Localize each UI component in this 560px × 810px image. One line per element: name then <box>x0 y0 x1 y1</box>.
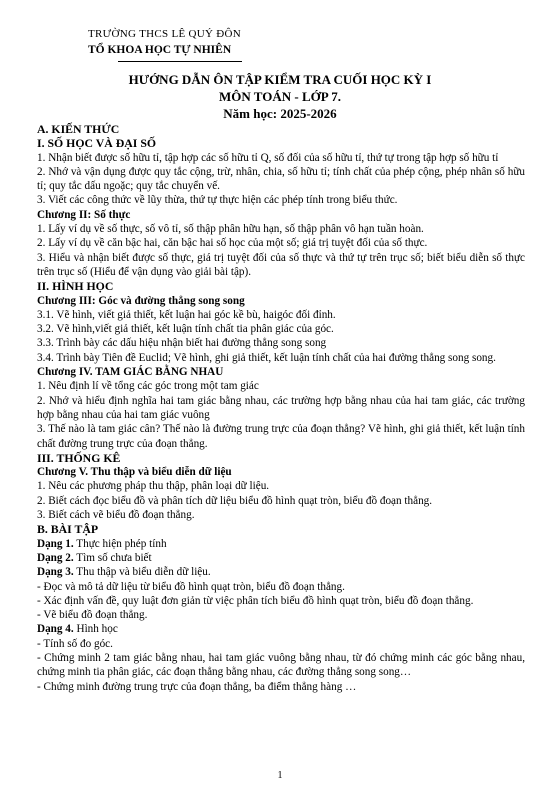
body-paragraph: - Tính số đo góc. <box>37 637 113 650</box>
section-heading: A. KIẾN THỨC <box>37 122 120 136</box>
body-paragraph: 2. Lấy ví dụ về căn bậc hai, căn bậc hai số học của một số; giá trị tuyệt đối của số thực. <box>37 237 428 250</box>
body-paragraph: - Xác định vấn đề, quy luật đơn giản từ việc phân tích biểu đồ hình quạt tròn, biểu đồ đoạn thẳng. <box>37 594 474 607</box>
body-paragraph: 2. Nhớ và hiểu định nghĩa hai tam giác bằng nhau, các trường hợp bằng nhau của hai tam giác, các trường hợp bằng nhau của hai tam giác vuông <box>37 394 525 421</box>
document-body <box>37 122 525 694</box>
body-paragraph: 1. Nêu các phương pháp thu thập, phân loại dữ liệu. <box>37 480 270 493</box>
exercise-type <box>37 565 525 579</box>
chapter-heading: Chương III: Góc và đường thẳng song song <box>37 294 245 307</box>
exercise-type <box>37 537 525 551</box>
body-paragraph: - Chứng minh 2 tam giác bằng nhau, hai tam giác vuông bằng nhau, từ đó chứng minh các góc bằng nhau, chứng minh tia phân giác, các đoạn thẳng bằng nhau, các đường thẳng song song… <box>37 651 525 679</box>
subject-title: MÔN TOÁN - LỚP 7. <box>219 89 341 104</box>
school-name: TRƯỜNG THCS LÊ QUÝ ĐÔN <box>88 28 242 40</box>
body-paragraph: 3.3. Trình bày các dấu hiệu nhận biết hai đường thẳng song song <box>37 337 327 350</box>
body-paragraph: 1. Nhận biết được số hữu tỉ, tập hợp các số hữu tỉ Q, số đối của số hữu tỉ, thứ tự trong tập hợp số hữu tỉ <box>37 151 499 164</box>
body-paragraph: 3. Biết cách vẽ biểu đồ đoạn thẳng. <box>37 509 195 522</box>
exercise-type-text: Thu thập và biểu diễn dữ liệu. <box>73 566 211 579</box>
school-year: Năm học: 2025-2026 <box>223 106 337 121</box>
body-paragraph: 3. Viết các công thức về lũy thừa, thứ tự thực hiện các phép tính trong biểu thức. <box>37 194 398 207</box>
chapter-heading: Chương IV. TAM GIÁC BẰNG NHAU <box>37 366 224 379</box>
body-paragraph: 1. Lấy ví dụ về số thực, số vô tỉ, số thập phân hữu hạn, số thập phân vô hạn tuần hoàn. <box>37 223 424 236</box>
exercise-type-text: Hình học <box>73 623 118 636</box>
exercise-type-text: Thực hiện phép tính <box>73 537 167 550</box>
body-paragraph: - Đọc và mô tả dữ liệu từ biểu đồ hình quạt tròn, biểu đồ đoạn thẳng. <box>37 580 345 593</box>
chapter-heading: Chương II: Số thực <box>37 208 131 221</box>
chapter-heading: Chương V. Thu thập và biểu diễn dữ liệu <box>37 466 232 479</box>
section-heading: III. THỐNG KÊ <box>37 450 121 465</box>
exercise-type <box>37 622 525 636</box>
body-paragraph: 3.4. Trình bày Tiên đề Euclid; Vẽ hình, ghi giả thiết, kết luận tính chất của hai đường thẳng song song. <box>37 351 496 364</box>
body-paragraph: 3. Thế nào là tam giác cân? Thế nào là đường trung trực của đoạn thẳng? Vẽ hình, ghi giả thiết, kết luận tính chất đường trung trực của đoạn thẳng. <box>37 423 525 450</box>
body-paragraph: - Vẽ biểu đồ đoạn thẳng. <box>37 609 148 622</box>
exercise-type-label: Dạng 2. <box>37 551 74 564</box>
exercise-type-label: Dạng 1. <box>37 537 74 550</box>
body-paragraph: - Chứng minh đường trung trực của đoạn thẳng, ba điểm thẳng hàng … <box>37 680 357 693</box>
body-paragraph: 3. Hiểu và nhận biết được số thực, giá trị tuyệt đối của số thực và thứ tự trên trục số; biết biểu diễn số thực trên trục số (Hiểu để vận dụng vào giải bài tập). <box>37 251 525 278</box>
document-title: HƯỚNG DẪN ÔN TẬP KIỂM TRA CUỐI HỌC KỲ I <box>128 72 432 87</box>
exercise-type-label: Dạng 3. <box>37 566 74 579</box>
page-number: 1 <box>277 770 283 781</box>
section-heading: B. BÀI TẬP <box>37 522 99 537</box>
department-underline <box>118 61 242 62</box>
exercise-type-label: Dạng 4. <box>37 623 74 636</box>
exercise-type-text: Tìm số chưa biết <box>73 551 152 564</box>
body-paragraph: 3.2. Vẽ hình,viết giả thiết, kết luận tính chất tia phân giác của góc. <box>37 323 334 336</box>
body-paragraph: 3.1. Vẽ hình, viết giả thiết, kết luận hai góc kề bù, haigóc đối đỉnh. <box>37 308 336 321</box>
department-name: TỔ KHOA HỌC TỰ NHIÊN <box>88 44 232 56</box>
section-heading: II. HÌNH HỌC <box>37 279 114 294</box>
body-paragraph: 2. Biết cách đọc biểu đồ và phân tích dữ liệu biểu đồ hình quạt tròn, biểu đồ đoạn thẳng. <box>37 494 433 507</box>
exercise-type <box>37 551 525 565</box>
section-heading: I. SỐ HỌC VÀ ĐẠI SỐ <box>37 136 157 151</box>
body-paragraph: 1. Nêu định lí về tổng các góc trong một tam giác <box>37 380 259 393</box>
body-paragraph: 2. Nhớ và vận dụng được quy tắc cộng, trừ, nhân, chia, số hữu tỉ; tính chất của phép cộng, phép nhân số hữu tỉ; quy tắc dấu ngoặc; quy tắc chuyển vế. <box>37 165 525 193</box>
